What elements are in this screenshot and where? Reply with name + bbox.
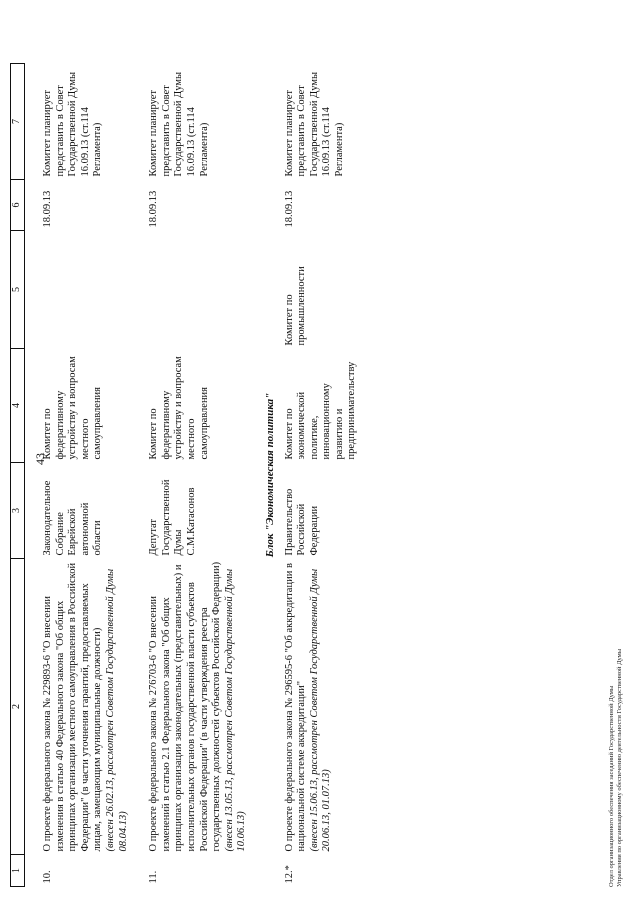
planned-action: Комитет планирует представить в Совет Государственной Думы 16.09.13 (ст.114 Регламента) [42, 71, 104, 177]
column-header-1: 1 [11, 855, 25, 887]
column-header-4: 4 [11, 349, 25, 463]
row-number: 10. [42, 870, 53, 884]
deadline-date: 18.09.13 [42, 190, 53, 228]
co-committee [41, 231, 131, 349]
column-header-7: 7 [11, 64, 25, 180]
co-committee: Комитет по промышленности [283, 266, 308, 346]
table-row [41, 64, 131, 887]
responsible-committee: Комитет по федеративному устройству и вопросам местного самоуправления [148, 356, 210, 460]
bill-title: О проекте федерального закона № 296595-6 "Об аккредитации в национальной системе аккредитации" [283, 563, 308, 852]
row-number: 11. [148, 870, 160, 884]
planned-action: Комитет планирует представить в Совет Государственной Думы 16.09.13 (ст.114 Регламента) [283, 71, 345, 177]
column-header-row [11, 64, 25, 887]
column-header-5: 5 [11, 231, 25, 349]
bill-author: Депутат Государственной Думы С.М.Катасонов [148, 479, 197, 556]
bill-title: О проекте федерального закона № 276703-6 "О внесении изменений в статью 2.1 Федерального закона "Об общих принципах организации законодательных (представительных) и исполнительных органов государственной власти субъектов Российской Федерации" (в части утверждения реестра государственных должностей субъектов Российской Федерации) [148, 561, 223, 852]
responsible-committee: Комитет по федеративному устройству и вопросам местного самоуправления [42, 356, 104, 460]
bill-note: (внесен 15.06.13, рассмотрен Советом Государственной Думы 20.06.13, 01.07.13) [308, 568, 333, 852]
responsible-committee: Комитет по экономической политике, инновационному развитию и предпринимательству [283, 361, 358, 460]
column-header-2: 2 [11, 559, 25, 855]
column-header-3: 3 [11, 463, 25, 559]
deadline-date: 18.09.13 [283, 190, 295, 228]
agenda-table [10, 63, 360, 887]
bill-cell [41, 559, 131, 855]
bill-note: (внесен 26.02.13, рассмотрен Советом Государственной Думы 08.04.13) [104, 568, 129, 852]
footer-line-2: Управления по организационному обеспечению деятельности Государственной Думы [616, 648, 623, 887]
planned-action: Комитет планирует представить в Совет Государственной Думы 16.09.13 (ст.114 Регламента) [148, 71, 210, 177]
page-number: 43 [33, 453, 47, 465]
block-heading-row [250, 64, 283, 887]
bill-author: Правительство Российской Федерации [283, 488, 320, 556]
table-row [147, 64, 250, 887]
column-header-6: 6 [11, 180, 25, 231]
bill-author: Законодательное Собрание Еврейской автономной области [42, 480, 104, 556]
bill-cell [283, 559, 361, 855]
row-number: 12.* [283, 865, 295, 884]
footer-line-1: Отдел организационного обеспечения заседаний Государственной Думы [608, 685, 615, 887]
bill-cell [147, 559, 250, 855]
bill-title: О проекте федерального закона № 229893-6 "О внесении изменения в статью 40 Федерального закона "Об общих принципах организации местного самоуправления в Российской Федерации" (в части уточнения гарантий, предоставляемых лицам, замещающим муниципальные должности) [42, 562, 104, 852]
table-row [283, 64, 361, 887]
block-title: Блок "Экономическая политика" [263, 392, 276, 558]
deadline-date: 18.09.13 [148, 190, 160, 228]
co-committee [147, 231, 250, 349]
bill-note: (внесен 13.05.13, рассмотрен Советом Государственной Думы 10.06.13) [223, 568, 248, 852]
footer [608, 649, 624, 887]
